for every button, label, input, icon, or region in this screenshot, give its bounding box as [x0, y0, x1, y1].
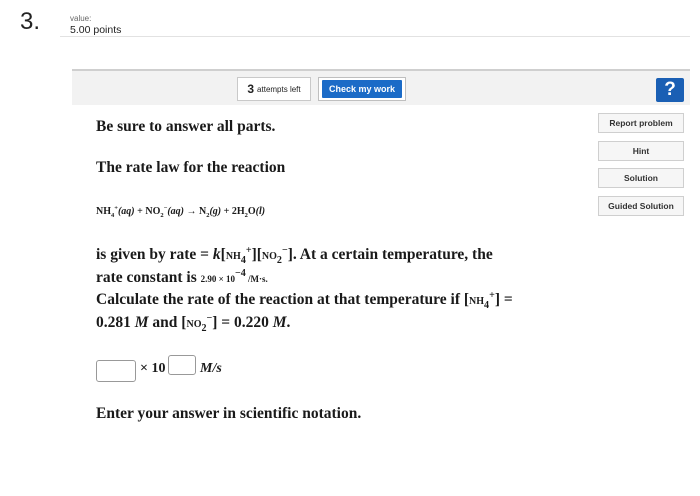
check-my-work-button[interactable] — [318, 77, 406, 101]
times-ten-label: × 10 — [140, 361, 166, 376]
attempts-count: 3 — [247, 82, 255, 96]
divider — [60, 36, 690, 37]
hint-button[interactable]: Hint — [598, 141, 684, 161]
instruction-text: Be sure to answer all parts. — [96, 118, 276, 135]
points-value: 5.00 points — [70, 24, 122, 36]
reaction-equation: $NH_4^+(aq) + NO_2^-(aq) \to N_2(g) + 2H_2O(l)$ — [96, 204, 266, 219]
coefficient-input[interactable] — [96, 360, 136, 382]
exponent-input[interactable] — [168, 355, 196, 375]
answer-units: M/s — [200, 361, 222, 376]
check-my-work-label: Check my work — [322, 80, 402, 98]
concentration-line: 0.281 M and $[NO_2^-] = 0.220$ M. — [96, 312, 291, 335]
question-number: 3. — [20, 8, 41, 35]
footer-note: Enter your answer in scientific notation. — [96, 405, 362, 422]
report-problem-button[interactable]: Report problem — [598, 113, 684, 133]
solution-button[interactable]: Solution — [598, 168, 684, 188]
value-label: value: — [70, 14, 92, 23]
rate-constant-line: rate constant is $2.90 \times 10^{-4}$ /M·s. — [96, 267, 268, 286]
calculate-line: Calculate the rate of the reaction at that temperature if $[NH_4^+]$ = — [96, 289, 513, 312]
guided-solution-button[interactable]: Guided Solution — [598, 196, 684, 216]
rate-law-intro: The rate law for the reaction — [96, 159, 286, 176]
help-icon[interactable]: ? — [656, 78, 684, 102]
attempts-left-badge — [237, 77, 311, 101]
attempts-label: attempts left — [257, 84, 301, 94]
rate-law-line: is given by rate = $k[NH_4^+][NO_2^-]$. At a certain temperature, the — [96, 244, 493, 267]
